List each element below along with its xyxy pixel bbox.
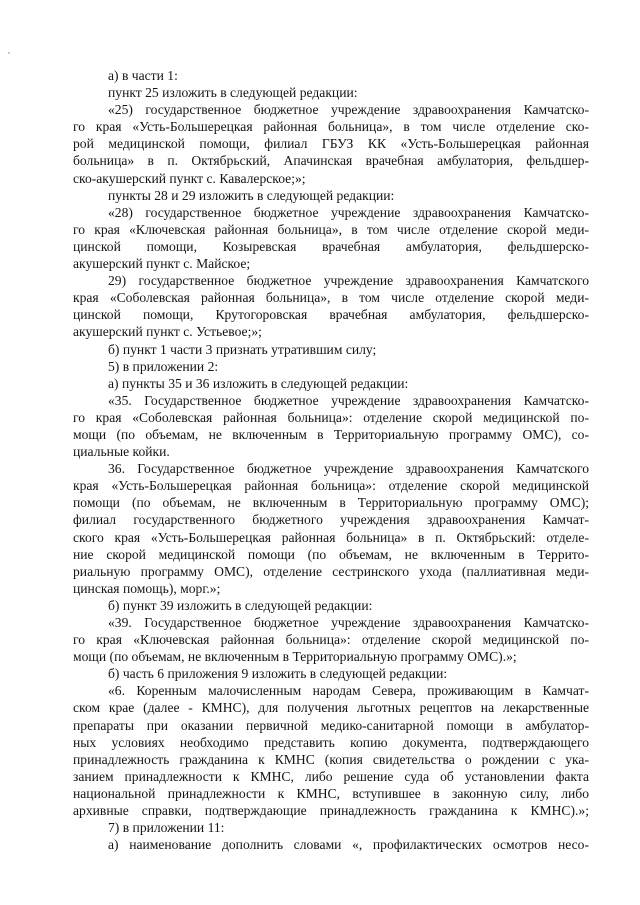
text-line: больница» в п. Октябрьский, Апачинская врачебная амбулатория, фельдшер- [73,153,589,169]
text-line: б) пункт 1 части 3 признать утратившим силу; [108,341,377,357]
text-line: препараты при оказании первичной медико-санитарной помощи в амбулатор- [73,717,589,733]
text-line: занием принадлежности к КМНС, либо решение суда об установлении факта [73,768,589,784]
text-line: мощи (по объемам, не включенным в Территориальную программу ОМС), со- [73,426,589,442]
text-line: а) пункты 35 и 36 изложить в следующей редакции: [108,375,409,391]
document-body [73,67,589,853]
text-line: 29) государственное бюджетное учреждение здравоохранения Камчатского [108,273,589,289]
text-line: цинская помощь), морг.»; [73,580,221,596]
text-line: го края «Усть-Большерецкая районная больница», в том числе отделение ско- [73,119,589,135]
text-line: мощи (по объемам, не включенным в Территориальную программу ОМС).»; [73,649,517,665]
text-line: «6. Коренным малочисленным народам Севера, проживающим в Камчат- [108,683,589,699]
text-line: цинской помощи, Крутогоровская врачебная амбулатория, фельдшерско- [73,307,589,323]
text-line: а) в части 1: [108,68,178,83]
text-line: а) наименование дополнить словами «, профилактических осмотров несо- [108,837,589,853]
text-line: помощи (по объемам, не включенным в Территориальную программу ОМС); [73,495,589,511]
text-line: «25) государственное бюджетное учреждение здравоохранения Камчатско- [108,102,589,118]
text-line: 36. Государственное бюджетное учреждение здравоохранения Камчатского [108,461,589,477]
text-line: ском крае (далее - КМНС), для получения льготных рецептов на лекарственные [73,700,589,716]
text-line: циальные койки. [73,444,170,460]
text-line: филиал государственного бюджетного учреждения здравоохранения Камчат- [73,512,589,528]
text-line: «35. Государственное бюджетное учреждение здравоохранения Камчатско- [108,392,589,408]
text-line: принадлежность гражданина к КМНС (копия свидетельства о рождении с ука- [73,751,589,767]
text-line: риальную программу ОМС), отделение сестринского ухода (паллиативная меди- [73,563,589,579]
text-line: 5) в приложении 2: [108,358,219,374]
text-line: края «Усть-Большерецкая районная больница»: отделение скорой медицинской [73,478,589,494]
text-line: акушерский пункт с. Устьевое;»; [73,324,262,340]
text-line: го края «Соболевская районная больница»: отделение скорой медицинской по- [73,409,589,425]
text-line: ных условиях необходимо представить копию документа, подтверждающего [73,734,589,750]
text-line: б) пункт 39 изложить в следующей редакции: [108,597,373,613]
text-line: национальной принадлежности к КМНС, вступившее в законную силу, либо [73,785,589,801]
text-line: ние скорой медицинской помощи (по объемам, не включенным в Террито- [73,546,589,562]
text-line: пункт 25 изложить в следующей редакции: [108,85,358,101]
text-line: го края «Ключевская районная больница», в том числе отделение скорой меди- [73,221,589,237]
text-line: го края «Ключевская районная больница»: отделение скорой медицинской по- [73,632,589,648]
text-line: рой медицинской помощи, филиал ГБУЗ КК «Усть-Большерецкая районная [73,136,589,152]
text-line: б) часть 6 приложения 9 изложить в следующей редакции: [108,666,448,682]
text-line: акушерский пункт с. Майское; [73,256,251,272]
text-line: ско-акушерский пункт с. Кавалерское;»; [73,170,306,186]
text-line: цинской помощи, Козыревская врачебная амбулатория, фельдшерско- [73,238,589,254]
text-line: архивные справки, подтверждающие принадлежность гражданина к КМНС).»; [73,803,589,819]
text-line: 7) в приложении 11: [108,820,225,836]
text-line: «28) государственное бюджетное учреждение здравоохранения Камчатско- [108,204,589,220]
text-line: края «Соболевская районная больница», в том числе отделение скорой меди- [73,290,589,306]
text-line: пункты 28 и 29 изложить в следующей редакции: [108,187,395,203]
text-line: «39. Государственное бюджетное учреждение здравоохранения Камчатско- [108,615,589,630]
text-line: ского края «Усть-Большерецкая районная больница» в п. Октябрьский: отделе- [73,529,589,545]
scan-speck [8,52,10,54]
